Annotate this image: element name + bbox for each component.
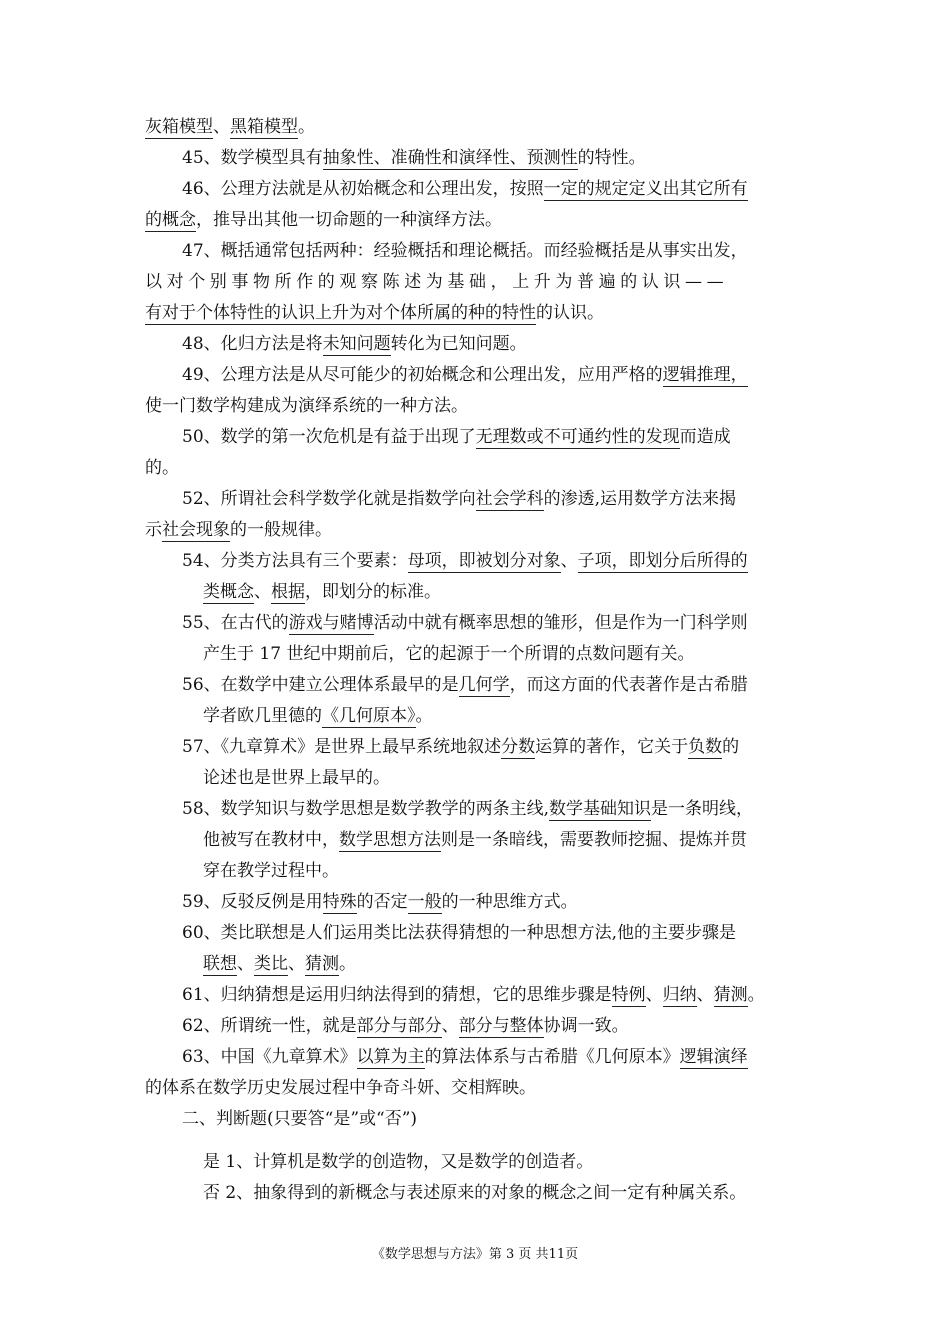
page-footer: 《数学思想与方法》第 3 页 共11页 bbox=[371, 1247, 579, 1262]
answer-blank: 几何学 bbox=[458, 675, 510, 695]
text: 47、概括通常包括两种：经验概括和理论概括。而经验概括是从事实出发， bbox=[182, 241, 748, 261]
answer-blank: 《几何原本》 bbox=[322, 706, 416, 726]
text: 46、公理方法就是从初始概念和公理出发，按照 bbox=[182, 179, 544, 199]
item-49-line-1 bbox=[182, 364, 748, 388]
text: ，而这方面的代表著作是古希腊 bbox=[509, 675, 748, 695]
item-59 bbox=[182, 891, 578, 915]
text: 的认识。 bbox=[536, 303, 604, 323]
text: 。 bbox=[339, 954, 356, 974]
text: 、 bbox=[441, 1016, 459, 1036]
item-55-line-2 bbox=[203, 643, 694, 667]
answer-blank: 联想 bbox=[203, 954, 237, 974]
text: 产生于 17 世纪中期前后，它的起源于一个所谓的点数问题有关。 bbox=[203, 644, 695, 664]
item-47-line-3 bbox=[145, 302, 604, 326]
text: ，推导出其他一切命题的一种演绎方法。 bbox=[196, 210, 502, 230]
answer-blank: 特例 bbox=[611, 985, 646, 1005]
text: 、 bbox=[237, 954, 254, 974]
text: 60、类比联想是人们运用类比法获得猜想的一种思想方法,他的主要步骤是 bbox=[182, 923, 737, 943]
item-46-line-2 bbox=[145, 209, 502, 233]
item-57-line-1 bbox=[182, 736, 739, 760]
answer-blank: 游戏与赌博 bbox=[288, 613, 374, 633]
answer-blank: 一定的规定定义出其它所有 bbox=[543, 179, 748, 199]
answer-blank: 猜测 bbox=[713, 985, 748, 1005]
text: 的 bbox=[722, 737, 740, 757]
judgment-item-1: 是 1、计算机是数学的创造物，又是数学的创造者。 bbox=[203, 1152, 594, 1172]
text: 63、中国《九章算术》 bbox=[182, 1047, 357, 1067]
judgment-item-2: 否 2、抽象得到的新概念与表述原来的对象的概念之间一定有种属关系。 bbox=[203, 1183, 747, 1203]
answer-blank: 数学思想方法 bbox=[339, 830, 441, 850]
text: 、 bbox=[213, 117, 230, 137]
answer-blank: 归纳 bbox=[662, 985, 697, 1005]
text: 48、化归方法是将 bbox=[182, 334, 323, 354]
text: 论述也是世界上最早的。 bbox=[203, 768, 390, 788]
text: 使一门数学构建成为演绎系统的一种方法。 bbox=[145, 396, 468, 416]
answer-blank: 部分与部分 bbox=[356, 1016, 442, 1036]
item-46-line-1 bbox=[182, 178, 748, 202]
answer-blank: 数学基础知识 bbox=[549, 799, 652, 819]
item-44-line-1 bbox=[145, 116, 315, 140]
item-50-line-1 bbox=[182, 426, 731, 450]
item-54-line-1 bbox=[182, 550, 748, 574]
text: 49、公理方法是从尽可能少的初始概念和公理出发，应用严格的 bbox=[182, 365, 663, 385]
answer-blank: 逻辑推理， bbox=[662, 365, 748, 385]
text: 而造成 bbox=[679, 427, 731, 447]
text: 示 bbox=[145, 520, 162, 540]
text: 的一般规律。 bbox=[230, 520, 332, 540]
item-52-line-2 bbox=[145, 519, 332, 543]
answer-blank: 负数 bbox=[688, 737, 723, 757]
text: 穿在教学过程中。 bbox=[203, 861, 339, 881]
answer-blank: 一般 bbox=[407, 892, 442, 912]
item-48 bbox=[182, 333, 527, 357]
item-63-line-2 bbox=[145, 1077, 536, 1101]
text: 的一种思维方式。 bbox=[441, 892, 578, 912]
text: 45、数学模型具有 bbox=[182, 148, 323, 168]
text: 的。 bbox=[145, 458, 179, 478]
answer-blank: 灰箱模型 bbox=[145, 117, 213, 137]
text: 运算的著作，它关于 bbox=[535, 737, 689, 757]
text: 的否定 bbox=[356, 892, 408, 912]
text: 、 bbox=[288, 954, 305, 974]
item-58-line-1 bbox=[182, 798, 753, 822]
text: 以对个别事物所作的观察陈述为基础，上升为普遍的认识—— bbox=[145, 272, 729, 292]
answer-blank: 以算为主 bbox=[356, 1047, 425, 1067]
text: 62、所谓统一性，就是 bbox=[182, 1016, 357, 1036]
text: 转化为已知问题。 bbox=[390, 334, 527, 354]
text: 54、分类方法具有三个要素： bbox=[182, 551, 408, 571]
answer-blank: 有对于个体特性的认识上升为对个体所属的种的特性 bbox=[145, 303, 536, 323]
item-63-line-1 bbox=[182, 1046, 748, 1070]
text: 55、在古代的 bbox=[182, 613, 289, 633]
text: 52、所谓社会科学数学化就是指数学向 bbox=[182, 489, 476, 509]
text: 活动中就有概率思想的雏形，但是作为一门科学则 bbox=[373, 613, 748, 633]
item-62 bbox=[182, 1015, 629, 1039]
item-60-line-2 bbox=[203, 953, 356, 977]
item-50-line-2 bbox=[145, 457, 179, 481]
answer-blank: 未知问题 bbox=[322, 334, 391, 354]
text: 。 bbox=[298, 117, 315, 137]
item-52-line-1 bbox=[182, 488, 736, 512]
text: 他被写在教材中， bbox=[203, 830, 339, 850]
item-54-line-2 bbox=[203, 581, 441, 605]
answer-blank: 猜测 bbox=[305, 954, 339, 974]
answer-blank: 类比 bbox=[254, 954, 288, 974]
answer-blank: 无理数或不可通约性的发现 bbox=[475, 427, 680, 447]
text: 、 bbox=[696, 985, 714, 1005]
item-57-line-2 bbox=[203, 767, 390, 791]
text: 。 bbox=[415, 706, 433, 726]
text: 59、反驳反例是用 bbox=[182, 892, 323, 912]
text: 的算法体系与古希腊《几何原本》 bbox=[424, 1047, 680, 1067]
item-58-line-3 bbox=[203, 860, 339, 884]
answer-blank: 黑箱模型 bbox=[230, 117, 298, 137]
text: 56、在数学中建立公理体系最早的是 bbox=[182, 675, 459, 695]
text: ，即划分的标准。 bbox=[305, 582, 441, 602]
item-49-line-2 bbox=[145, 395, 468, 419]
text: 、 bbox=[560, 551, 578, 571]
text: 的渗透,运用数学方法来揭 bbox=[543, 489, 737, 509]
answer-blank: 类概念 bbox=[203, 582, 254, 602]
text: 则是一条暗线，需要教师挖掘、提炼并贯 bbox=[441, 830, 747, 850]
answer-blank: 部分与整体 bbox=[458, 1016, 544, 1036]
answer-blank: 根据 bbox=[271, 582, 305, 602]
item-58-line-2 bbox=[203, 829, 747, 853]
text: 是一条明线， bbox=[651, 799, 754, 819]
item-61 bbox=[182, 984, 765, 1008]
answer-blank: 母项，即被划分对象 bbox=[407, 551, 561, 571]
section-2-heading: 二、判断题(只要答“是”或“否”) bbox=[182, 1109, 418, 1129]
text: 。 bbox=[747, 985, 765, 1005]
answer-blank: 分数 bbox=[501, 737, 536, 757]
text: 57、《九章算术》是世界上最早系统地叙述 bbox=[182, 737, 502, 757]
text: 、 bbox=[254, 582, 271, 602]
text: 学者欧几里德的 bbox=[203, 706, 322, 726]
answer-blank: 逻辑演绎 bbox=[679, 1047, 748, 1067]
text: 、 bbox=[645, 985, 663, 1005]
item-56-line-2 bbox=[203, 705, 433, 729]
item-60-line-1 bbox=[182, 922, 736, 946]
answer-blank: 社会学科 bbox=[475, 489, 544, 509]
text: 50、数学的第一次危机是有益于出现了 bbox=[182, 427, 476, 447]
item-56-line-1 bbox=[182, 674, 748, 698]
item-55-line-1 bbox=[182, 612, 748, 636]
answer-blank: 社会现象 bbox=[162, 520, 230, 540]
item-47-line-2 bbox=[145, 271, 728, 295]
text: 61、归纳猜想是运用归纳法得到的猜想，它的思维步骤是 bbox=[182, 985, 612, 1005]
item-47-line-1 bbox=[182, 240, 748, 264]
text: 58、数学知识与数学思想是数学教学的两条主线, bbox=[182, 799, 550, 819]
item-45 bbox=[182, 147, 646, 171]
answer-blank: 抽象性、准确性和演绎性、预测性 bbox=[322, 148, 578, 168]
text: 的体系在数学历史发展过程中争奇斗妍、交相辉映。 bbox=[145, 1078, 536, 1098]
text: 协调一致。 bbox=[543, 1016, 629, 1036]
text: 的特性。 bbox=[577, 148, 646, 168]
answer-blank: 子项，即划分后所得的 bbox=[577, 551, 748, 571]
answer-blank: 的概念 bbox=[145, 210, 196, 230]
answer-blank: 特殊 bbox=[322, 892, 357, 912]
